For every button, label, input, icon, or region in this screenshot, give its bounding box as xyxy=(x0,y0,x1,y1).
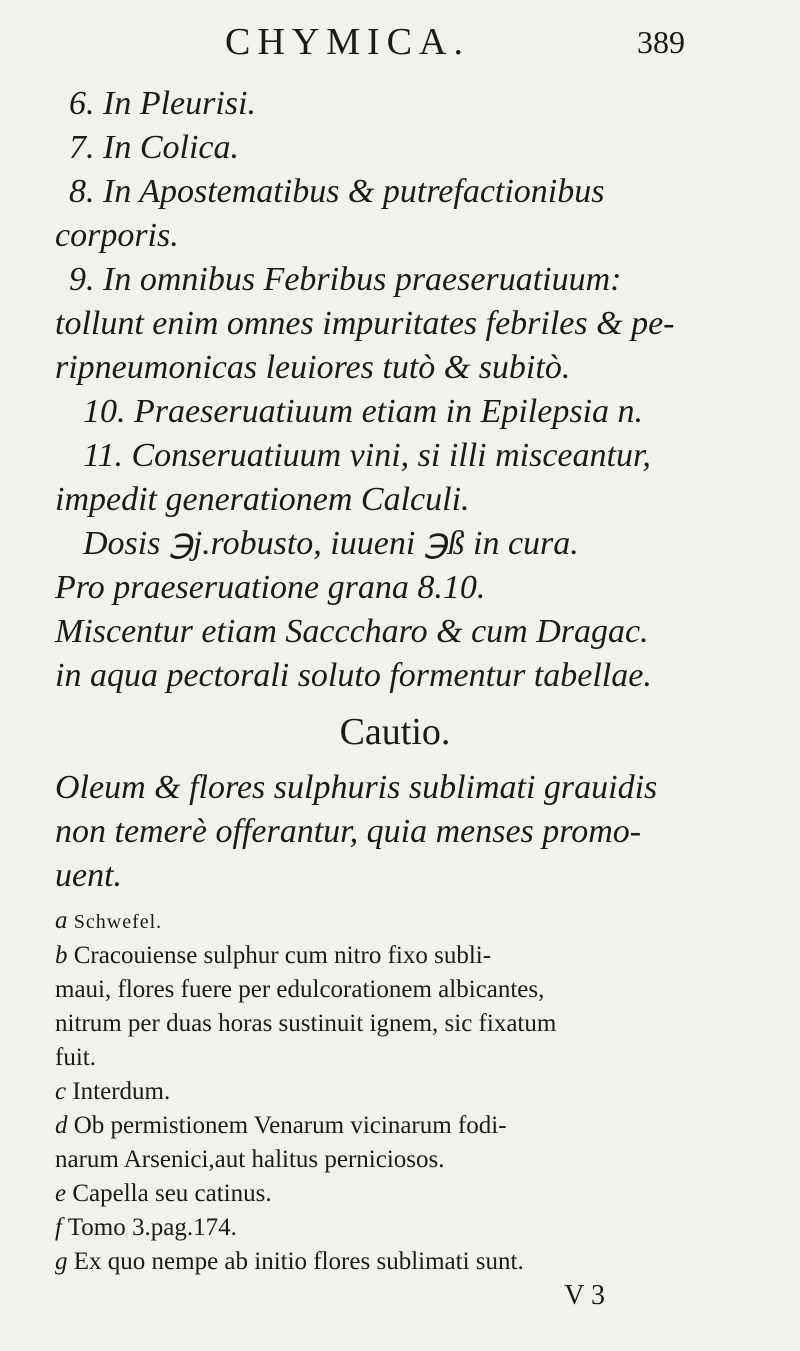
list-item: ripneumonicas leuiores tutò & subitò. xyxy=(55,349,571,386)
footnote xyxy=(55,1245,775,1279)
footnote-marker: d xyxy=(55,1112,68,1139)
footnote-marker: f xyxy=(55,1214,62,1241)
footnote-text: fuit. xyxy=(55,1044,96,1071)
footnote xyxy=(55,904,775,939)
footnote-marker: e xyxy=(55,1180,67,1207)
footnote-text: maui, flores fuere per edulcorationem albicantes, xyxy=(55,976,545,1003)
list-item: 6. In Pleurisi. xyxy=(69,85,256,122)
list-item: 9. In omnibus Febribus praeseruatiuum: xyxy=(69,261,622,298)
footnote-text: Tomo 3.pag.174. xyxy=(67,1214,237,1241)
footnote-marker: b xyxy=(55,942,68,969)
footnote-text: nitrum per duas horas sustinuit ignem, sic fixatum xyxy=(55,1010,557,1037)
page-header xyxy=(225,20,685,68)
footnote-text: Cracouiense sulphur cum nitro fixo subli- xyxy=(73,942,492,969)
list-item: Pro praeseruatione grana 8.10. xyxy=(55,569,486,606)
footnote xyxy=(55,1143,775,1177)
footnote-marker: a xyxy=(55,907,68,934)
list-item: 10. Praeseruatiuum etiam in Epilepsia n. xyxy=(83,393,644,430)
footnote xyxy=(55,973,775,1007)
list-item: Dosis ℈j.robusto, iuueni ℈ß in cura. xyxy=(83,525,579,562)
footnote xyxy=(55,939,775,973)
list-item: impedit generationem Calculi. xyxy=(55,481,470,518)
page-body xyxy=(55,82,775,1313)
list-item: Miscentur etiam Sacccharo & cum Dragac. xyxy=(55,613,649,650)
footnote-text: Capella seu catinus. xyxy=(72,1180,272,1207)
list-item: 7. In Colica. xyxy=(69,129,239,166)
cautio-line: Oleum & flores sulphuris sublimati grauidis xyxy=(55,769,658,806)
footnote xyxy=(55,1041,775,1075)
footnote-text: Schwefel. xyxy=(73,911,163,933)
list-item: 8. In Apostematibus & putrefactionibus xyxy=(69,173,605,210)
cautio-line: uent. xyxy=(55,857,123,894)
list-item: corporis. xyxy=(55,217,179,254)
footnote xyxy=(55,1177,775,1211)
page-number: 389 xyxy=(637,24,685,60)
cautio-heading: Cautio. xyxy=(339,711,451,753)
footnote xyxy=(55,1211,775,1245)
footnotes xyxy=(55,904,775,1279)
footnote xyxy=(55,1109,775,1143)
list-item: in aqua pectorali soluto formentur tabellae. xyxy=(55,657,652,694)
footnote-marker: c xyxy=(55,1078,67,1105)
list-item: tollunt enim omnes impuritates febriles & pe- xyxy=(55,305,675,342)
footnote xyxy=(55,1007,775,1041)
catchword: V 3 xyxy=(564,1280,605,1311)
running-title: CHYMICA. xyxy=(225,21,470,63)
footnote-text: Interdum. xyxy=(72,1078,171,1105)
footnote-text: Ex quo nempe ab initio flores sublimati sunt. xyxy=(73,1248,524,1275)
footnote-marker: g xyxy=(55,1248,68,1275)
list-item: 11. Conseruatiuum vini, si illi misceantur, xyxy=(83,437,651,474)
footnote-text: Ob permistionem Venarum vicinarum fodi- xyxy=(73,1112,507,1139)
footnote-text: narum Arsenici,aut halitus perniciosos. xyxy=(55,1146,445,1173)
footnote xyxy=(55,1075,775,1109)
cautio-line: non temerè offerantur, quia menses promo- xyxy=(55,813,642,850)
